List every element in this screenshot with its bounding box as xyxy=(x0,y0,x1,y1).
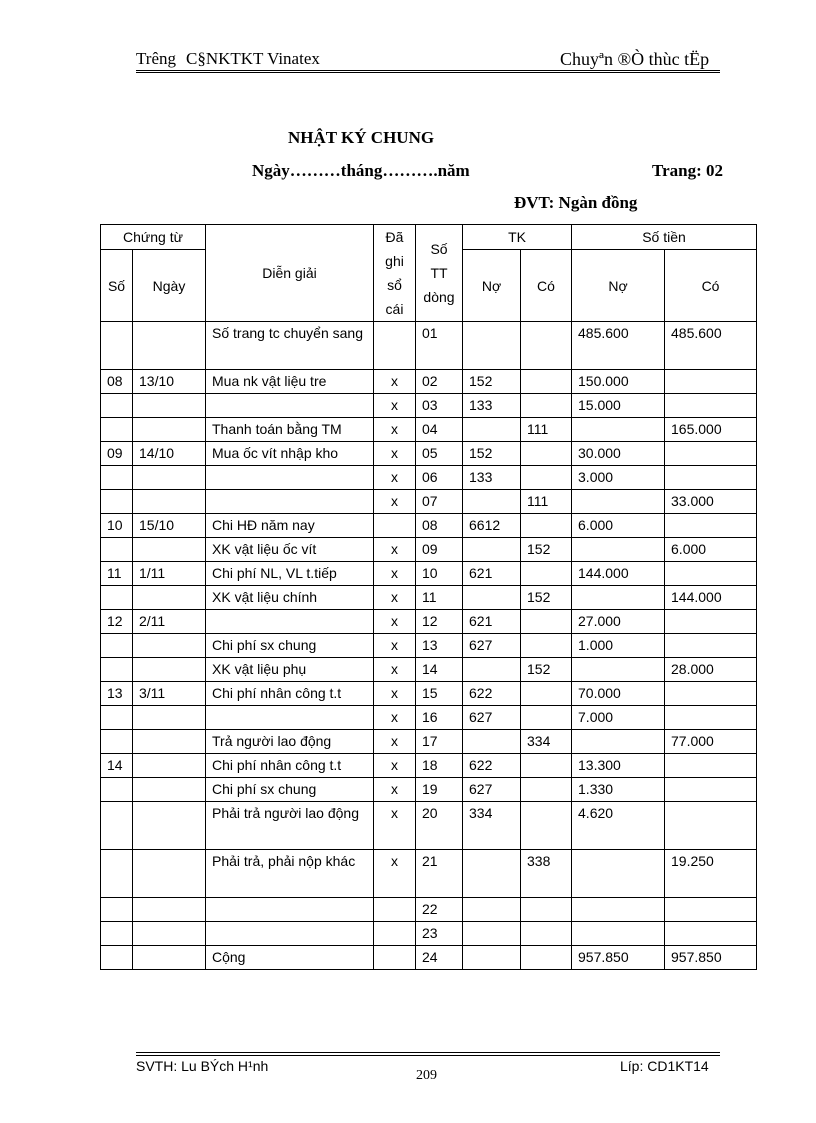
cell-tien-co xyxy=(665,922,757,946)
cell-dien-giai xyxy=(206,610,374,634)
table-row xyxy=(101,898,757,922)
table-row xyxy=(101,754,757,778)
cell-ngay xyxy=(133,394,206,418)
cell-tk-no: 334 xyxy=(463,802,521,850)
cell-tk-no xyxy=(463,490,521,514)
cell-so: 08 xyxy=(101,370,133,394)
cell-tien-co: 165.000 xyxy=(665,418,757,442)
cell-dien-giai: Mua nk vật liệu tre xyxy=(206,370,374,394)
header-tien-no: Nợ xyxy=(572,250,665,322)
cell-tk-no: 133 xyxy=(463,394,521,418)
cell-da-ghi: x xyxy=(374,442,416,466)
cell-tk-co: 152 xyxy=(521,658,572,682)
cell-ngay xyxy=(133,922,206,946)
footer-class: Líp: CD1KT14 xyxy=(620,1058,709,1074)
cell-so-tt: 23 xyxy=(416,922,463,946)
cell-tk-no: 622 xyxy=(463,754,521,778)
cell-so xyxy=(101,946,133,970)
cell-dien-giai: XK vật liệu ốc vít xyxy=(206,538,374,562)
cell-dien-giai: Chi HĐ năm nay xyxy=(206,514,374,538)
cell-ngay xyxy=(133,946,206,970)
cell-tk-no: 621 xyxy=(463,562,521,586)
table-row xyxy=(101,634,757,658)
cell-tk-co xyxy=(521,466,572,490)
cell-tien-no: 7.000 xyxy=(572,706,665,730)
cell-so xyxy=(101,418,133,442)
cell-tk-co xyxy=(521,778,572,802)
journal-table xyxy=(100,224,757,970)
cell-so-tt: 14 xyxy=(416,658,463,682)
cell-so-tt: 09 xyxy=(416,538,463,562)
cell-tk-no: 152 xyxy=(463,370,521,394)
cell-so-tt: 13 xyxy=(416,634,463,658)
cell-so xyxy=(101,802,133,850)
cell-ngay: 2/11 xyxy=(133,610,206,634)
cell-da-ghi: x xyxy=(374,610,416,634)
cell-dien-giai: Trả người lao động xyxy=(206,730,374,754)
table-row xyxy=(101,658,757,682)
cell-tien-no: 27.000 xyxy=(572,610,665,634)
cell-so-tt: 15 xyxy=(416,682,463,706)
cell-tk-no xyxy=(463,322,521,370)
cell-tien-no: 4.620 xyxy=(572,802,665,850)
cell-da-ghi: x xyxy=(374,538,416,562)
cell-tk-no xyxy=(463,850,521,898)
cell-so-tt: 16 xyxy=(416,706,463,730)
cell-tk-co xyxy=(521,610,572,634)
cell-so: 09 xyxy=(101,442,133,466)
header-right: Chuyªn ®Ò thùc tËp xyxy=(560,49,710,69)
cell-tien-co xyxy=(665,442,757,466)
footer-student: SVTH: Lu BÝch H¹nh xyxy=(136,1058,269,1074)
table-row xyxy=(101,850,757,898)
cell-tien-no: 3.000 xyxy=(572,466,665,490)
date-line: Ngày………tháng……….năm xyxy=(252,161,470,180)
cell-ngay: 15/10 xyxy=(133,514,206,538)
cell-so: 13 xyxy=(101,682,133,706)
table-row xyxy=(101,778,757,802)
header-left xyxy=(136,49,320,69)
cell-tk-no xyxy=(463,538,521,562)
cell-da-ghi: x xyxy=(374,466,416,490)
cell-dien-giai: Chi phí nhân công t.t xyxy=(206,682,374,706)
cell-tien-no xyxy=(572,586,665,610)
table-row xyxy=(101,490,757,514)
cell-tk-no xyxy=(463,730,521,754)
cell-tk-no: 627 xyxy=(463,778,521,802)
unit-label: ĐVT: Ngàn đồng xyxy=(514,193,638,212)
page-label: Trang: 02 xyxy=(652,161,723,180)
cell-tk-no xyxy=(463,946,521,970)
cell-tien-co: 6.000 xyxy=(665,538,757,562)
footer-rule-thick xyxy=(136,1052,720,1053)
cell-ngay: 3/11 xyxy=(133,682,206,706)
table-row xyxy=(101,730,757,754)
cell-tien-no: 30.000 xyxy=(572,442,665,466)
header-tk: TK xyxy=(463,225,572,250)
footer-page-number: 209 xyxy=(416,1068,437,1083)
cell-da-ghi xyxy=(374,514,416,538)
page-title: NHẬT KÝ CHUNG xyxy=(288,128,435,147)
header-ngay: Ngày xyxy=(133,250,206,322)
cell-dien-giai xyxy=(206,706,374,730)
cell-so-tt: 04 xyxy=(416,418,463,442)
cell-tk-no: 6612 xyxy=(463,514,521,538)
cell-tien-no: 1.330 xyxy=(572,778,665,802)
cell-tien-co xyxy=(665,778,757,802)
cell-ngay xyxy=(133,850,206,898)
cell-so-tt: 10 xyxy=(416,562,463,586)
cell-so xyxy=(101,586,133,610)
cell-tien-co xyxy=(665,634,757,658)
cell-ngay: 14/10 xyxy=(133,442,206,466)
header-so-tien: Số tiền xyxy=(572,225,757,250)
header-so-tt-dong: Số TT dòng xyxy=(416,225,463,322)
table-row xyxy=(101,394,757,418)
cell-da-ghi: x xyxy=(374,850,416,898)
cell-da-ghi: x xyxy=(374,682,416,706)
cell-so-tt: 18 xyxy=(416,754,463,778)
table-row xyxy=(101,370,757,394)
cell-so-tt: 01 xyxy=(416,322,463,370)
cell-da-ghi: x xyxy=(374,634,416,658)
cell-ngay xyxy=(133,586,206,610)
cell-ngay xyxy=(133,466,206,490)
cell-tien-co xyxy=(665,514,757,538)
cell-tk-no: 627 xyxy=(463,706,521,730)
cell-tk-co xyxy=(521,562,572,586)
cell-tk-co xyxy=(521,394,572,418)
cell-ngay xyxy=(133,898,206,922)
cell-tk-co xyxy=(521,514,572,538)
cell-ngay xyxy=(133,730,206,754)
cell-da-ghi: x xyxy=(374,778,416,802)
cell-dien-giai xyxy=(206,850,374,898)
cell-so xyxy=(101,538,133,562)
cell-da-ghi: x xyxy=(374,394,416,418)
cell-tien-co: 19.250 xyxy=(665,850,757,898)
table-row xyxy=(101,706,757,730)
cell-ngay xyxy=(133,754,206,778)
cell-dien-giai: Chi phí nhân công t.t xyxy=(206,754,374,778)
cell-tk-co xyxy=(521,802,572,850)
table-row xyxy=(101,922,757,946)
cell-tk-no: 152 xyxy=(463,442,521,466)
cell-tien-co: 485.600 xyxy=(665,322,757,370)
cell-so xyxy=(101,922,133,946)
cell-so: 12 xyxy=(101,610,133,634)
cell-tien-no xyxy=(572,850,665,898)
cell-tk-co xyxy=(521,946,572,970)
cell-dien-giai xyxy=(206,802,374,850)
table-row xyxy=(101,610,757,634)
cell-tien-co xyxy=(665,754,757,778)
table-row xyxy=(101,682,757,706)
cell-so-tt: 05 xyxy=(416,442,463,466)
header-rule-thick xyxy=(136,70,720,71)
cell-da-ghi: x xyxy=(374,706,416,730)
cell-dien-giai xyxy=(206,394,374,418)
cell-so xyxy=(101,466,133,490)
cell-so: 11 xyxy=(101,562,133,586)
cell-da-ghi: x xyxy=(374,730,416,754)
cell-so xyxy=(101,658,133,682)
cell-tk-co: 152 xyxy=(521,538,572,562)
cell-tk-co xyxy=(521,370,572,394)
cell-tien-co xyxy=(665,610,757,634)
cell-dien-giai xyxy=(206,898,374,922)
journal-table-header xyxy=(101,225,757,322)
cell-tk-no xyxy=(463,658,521,682)
cell-tk-co xyxy=(521,898,572,922)
cell-tien-no xyxy=(572,538,665,562)
cell-tien-co xyxy=(665,802,757,850)
cell-so-tt: 06 xyxy=(416,466,463,490)
cell-da-ghi xyxy=(374,946,416,970)
cell-ngay xyxy=(133,706,206,730)
cell-tk-no xyxy=(463,418,521,442)
cell-so-tt: 02 xyxy=(416,370,463,394)
cell-dien-giai xyxy=(206,322,374,370)
table-row xyxy=(101,538,757,562)
table-row xyxy=(101,562,757,586)
cell-so xyxy=(101,394,133,418)
cell-dien-giai: Cộng xyxy=(206,946,374,970)
cell-tien-no: 144.000 xyxy=(572,562,665,586)
cell-so-tt: 20 xyxy=(416,802,463,850)
cell-tk-co: 152 xyxy=(521,586,572,610)
cell-tk-co: 338 xyxy=(521,850,572,898)
cell-dien-giai xyxy=(206,490,374,514)
header-tien-co: Có xyxy=(665,250,757,322)
cell-da-ghi: x xyxy=(374,754,416,778)
cell-tk-no: 627 xyxy=(463,634,521,658)
cell-tien-co xyxy=(665,394,757,418)
cell-da-ghi: x xyxy=(374,562,416,586)
cell-ngay: 13/10 xyxy=(133,370,206,394)
cell-tien-co xyxy=(665,706,757,730)
table-row xyxy=(101,442,757,466)
cell-tien-co xyxy=(665,898,757,922)
cell-tien-no: 150.000 xyxy=(572,370,665,394)
cell-tk-no xyxy=(463,586,521,610)
cell-so xyxy=(101,730,133,754)
table-row xyxy=(101,802,757,850)
cell-so xyxy=(101,778,133,802)
cell-ngay xyxy=(133,538,206,562)
table-row xyxy=(101,418,757,442)
table-row xyxy=(101,466,757,490)
cell-dien-giai: Thanh toán bằng TM xyxy=(206,418,374,442)
cell-dien-giai: Chi phí sx chung xyxy=(206,634,374,658)
cell-dien-giai-text: Phải trả, phải nộp khác xyxy=(212,853,356,869)
cell-so-tt: 08 xyxy=(416,514,463,538)
cell-so-tt: 12 xyxy=(416,610,463,634)
cell-tk-co xyxy=(521,682,572,706)
cell-da-ghi: x xyxy=(374,370,416,394)
cell-tien-no xyxy=(572,898,665,922)
cell-dien-giai xyxy=(206,466,374,490)
cell-ngay xyxy=(133,634,206,658)
cell-so-tt: 11 xyxy=(416,586,463,610)
cell-da-ghi xyxy=(374,322,416,370)
cell-tien-co xyxy=(665,682,757,706)
cell-tien-no: 957.850 xyxy=(572,946,665,970)
cell-tk-co xyxy=(521,754,572,778)
cell-tk-no: 622 xyxy=(463,682,521,706)
cell-tien-no xyxy=(572,730,665,754)
cell-so-tt: 24 xyxy=(416,946,463,970)
cell-so-tt: 07 xyxy=(416,490,463,514)
cell-ngay xyxy=(133,778,206,802)
cell-dien-giai xyxy=(206,922,374,946)
cell-tk-no: 133 xyxy=(463,466,521,490)
cell-tk-co: 111 xyxy=(521,418,572,442)
cell-tk-no xyxy=(463,922,521,946)
cell-dien-giai-text: Phải trả người lao động xyxy=(212,805,359,821)
cell-tk-co xyxy=(521,322,572,370)
footer-rule-thin xyxy=(136,1055,720,1056)
cell-tien-no: 485.600 xyxy=(572,322,665,370)
cell-so xyxy=(101,850,133,898)
cell-tk-no xyxy=(463,898,521,922)
cell-so-tt: 22 xyxy=(416,898,463,922)
cell-da-ghi: x xyxy=(374,586,416,610)
cell-tk-co: 111 xyxy=(521,490,572,514)
cell-tk-co xyxy=(521,922,572,946)
cell-da-ghi: x xyxy=(374,658,416,682)
cell-tien-co: 144.000 xyxy=(665,586,757,610)
cell-da-ghi: x xyxy=(374,418,416,442)
cell-tien-no: 6.000 xyxy=(572,514,665,538)
header-left-school-name: C§NKTKT Vinatex xyxy=(186,49,320,68)
cell-dien-giai: Mua ốc vít nhập kho xyxy=(206,442,374,466)
cell-da-ghi: x xyxy=(374,802,416,850)
table-row xyxy=(101,586,757,610)
cell-so: 10 xyxy=(101,514,133,538)
cell-tien-co xyxy=(665,466,757,490)
cell-da-ghi: x xyxy=(374,490,416,514)
header-dien-giai: Diễn giải xyxy=(206,225,374,322)
cell-tien-no: 13.300 xyxy=(572,754,665,778)
cell-dien-giai: XK vật liệu chính xyxy=(206,586,374,610)
header-tk-co: Có xyxy=(521,250,572,322)
header-rule-thin xyxy=(136,72,720,73)
cell-tien-no: 15.000 xyxy=(572,394,665,418)
cell-so xyxy=(101,322,133,370)
cell-tk-co xyxy=(521,634,572,658)
header-so: Số xyxy=(101,250,133,322)
cell-tien-no xyxy=(572,658,665,682)
header-tk-no: Nợ xyxy=(463,250,521,322)
cell-tien-co xyxy=(665,370,757,394)
cell-so xyxy=(101,490,133,514)
header-da-ghi-so-cai: Đã ghi sổ cái xyxy=(374,225,416,322)
cell-ngay xyxy=(133,490,206,514)
cell-tien-co: 33.000 xyxy=(665,490,757,514)
cell-so-tt: 21 xyxy=(416,850,463,898)
cell-tien-no xyxy=(572,490,665,514)
cell-so xyxy=(101,706,133,730)
cell-tien-co: 28.000 xyxy=(665,658,757,682)
header-left-school-prefix: Trêng xyxy=(136,49,176,68)
cell-tien-co: 77.000 xyxy=(665,730,757,754)
cell-tien-no: 1.000 xyxy=(572,634,665,658)
cell-tk-co xyxy=(521,706,572,730)
cell-tk-co xyxy=(521,442,572,466)
cell-dien-giai: Chi phí NL, VL t.tiếp xyxy=(206,562,374,586)
cell-tien-no: 70.000 xyxy=(572,682,665,706)
cell-so-tt: 19 xyxy=(416,778,463,802)
cell-tien-no xyxy=(572,922,665,946)
cell-so-tt: 03 xyxy=(416,394,463,418)
cell-tk-co: 334 xyxy=(521,730,572,754)
cell-dien-giai-text: Số trang tc chuyển sang xyxy=(212,325,363,341)
cell-ngay xyxy=(133,658,206,682)
table-row xyxy=(101,946,757,970)
cell-so xyxy=(101,634,133,658)
cell-so xyxy=(101,898,133,922)
cell-so: 14 xyxy=(101,754,133,778)
header-chung-tu: Chứng từ xyxy=(101,225,206,250)
cell-ngay: 1/11 xyxy=(133,562,206,586)
journal-table-body xyxy=(101,322,757,970)
cell-tien-co: 957.850 xyxy=(665,946,757,970)
cell-ngay xyxy=(133,322,206,370)
cell-ngay xyxy=(133,802,206,850)
cell-ngay xyxy=(133,418,206,442)
cell-dien-giai: Chi phí sx chung xyxy=(206,778,374,802)
table-row xyxy=(101,514,757,538)
table-row xyxy=(101,322,757,370)
cell-so-tt: 17 xyxy=(416,730,463,754)
cell-tien-no xyxy=(572,418,665,442)
cell-dien-giai: XK vật liệu phụ xyxy=(206,658,374,682)
cell-tien-co xyxy=(665,562,757,586)
cell-da-ghi xyxy=(374,898,416,922)
cell-da-ghi xyxy=(374,922,416,946)
cell-tk-no: 621 xyxy=(463,610,521,634)
